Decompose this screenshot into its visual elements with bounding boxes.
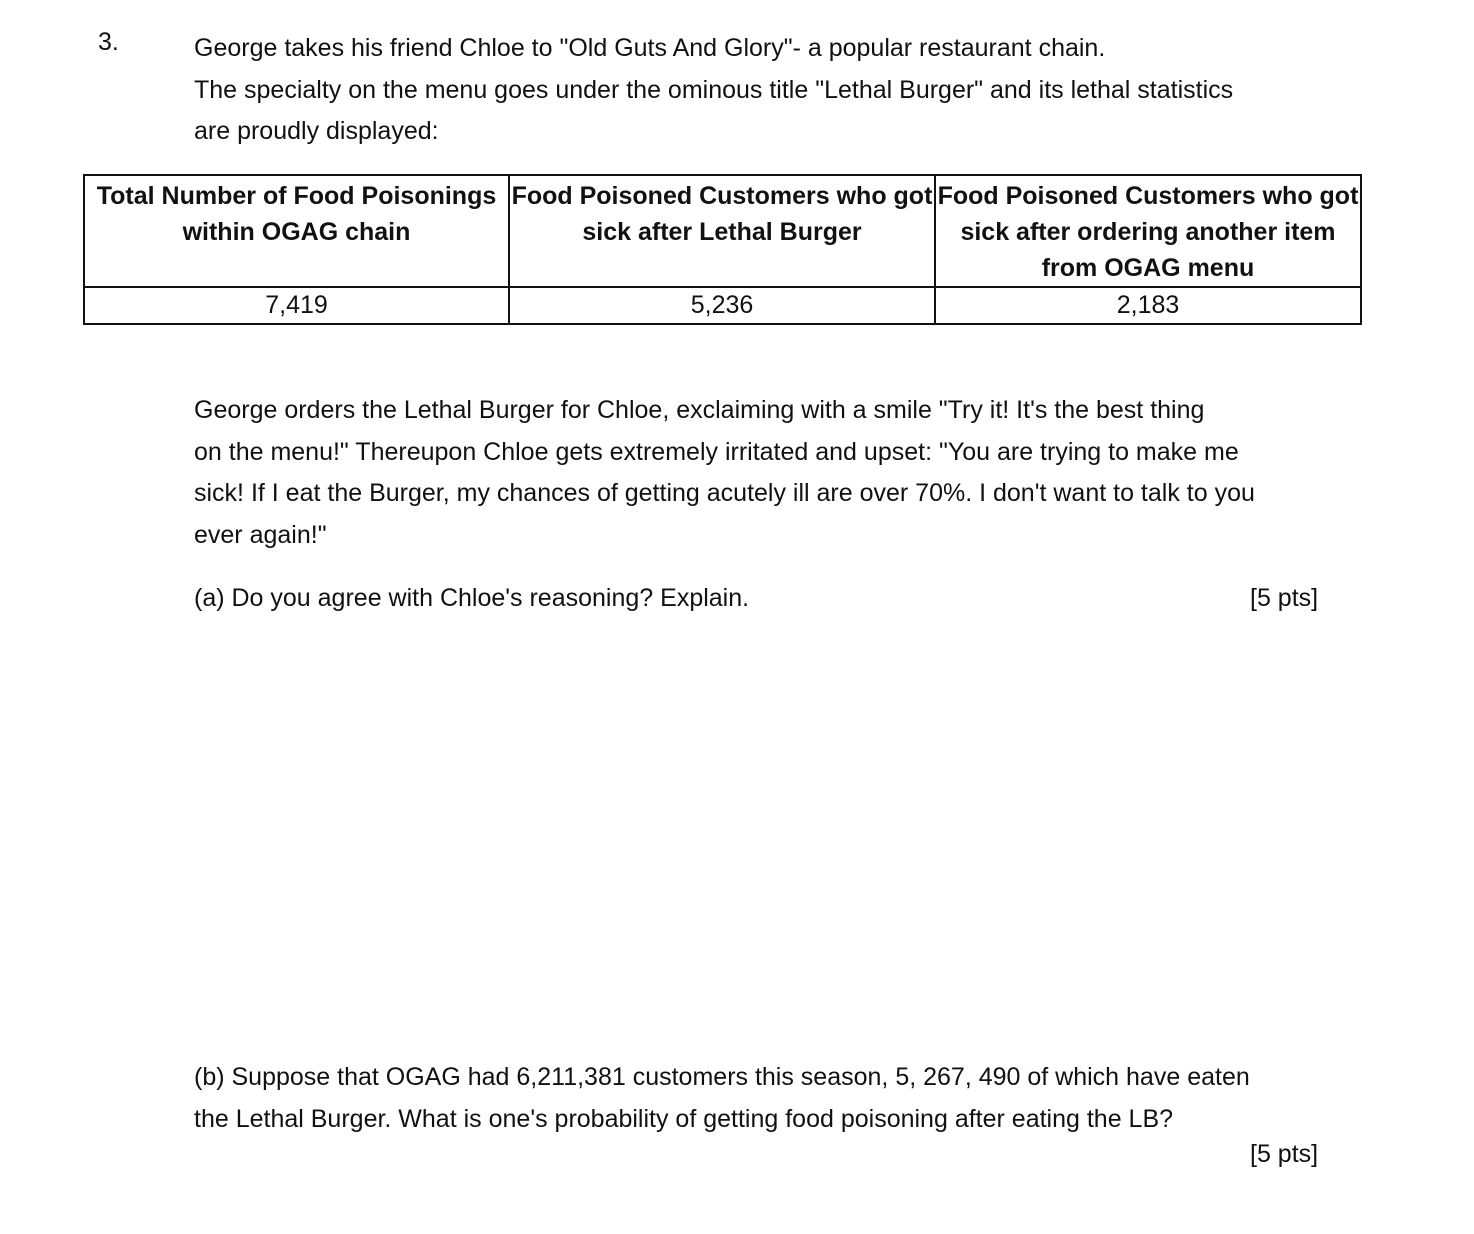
part-b-line: the Lethal Burger. What is one's probability of getting food poisoning after eating the LB? <box>194 1104 1174 1133</box>
story-line: sick! If I eat the Burger, my chances of getting acutely ill are over 70%. I don't want to talk to you <box>194 479 1255 507</box>
intro-line: The specialty on the menu goes under the ominous title "Lethal Burger" and its lethal statistics <box>194 75 1234 104</box>
question-intro <box>194 28 1233 153</box>
part-a-points: [5 pts] <box>1250 584 1319 612</box>
header-other-item-poisonings: Food Poisoned Customers who got sick after ordering another item from OGAG menu <box>935 175 1361 287</box>
value-other-item-poisonings: 2,183 <box>935 287 1361 324</box>
part-b-points: [5 pts] <box>1250 1140 1319 1168</box>
intro-line: George takes his friend Chloe to "Old Guts And Glory"- a popular restaurant chain. <box>194 34 1106 62</box>
value-lethal-burger-poisonings: 5,236 <box>509 287 935 324</box>
table-row <box>84 287 1361 324</box>
intro-line: are proudly displayed: <box>194 117 439 145</box>
question-number: 3. <box>98 28 119 56</box>
part-b-line: (b) Suppose that OGAG had 6,211,381 customers this season, 5, 267, 490 of which have eaten <box>194 1063 1250 1091</box>
statistics-table <box>83 174 1362 325</box>
part-a-question: (a) Do you agree with Chloe's reasoning? Explain. <box>194 584 750 612</box>
story-line: George orders the Lethal Burger for Chloe, exclaiming with a smile "Try it! It's the best thing <box>194 396 1205 424</box>
part-b-question <box>194 1057 1250 1140</box>
table-header-row <box>84 175 1361 287</box>
story-line: on the menu!" Thereupon Chloe gets extremely irritated and upset: "You are trying to make me <box>194 437 1239 466</box>
header-total-poisonings: Total Number of Food Poisonings within OGAG chain <box>84 175 509 287</box>
header-lethal-burger-poisonings: Food Poisoned Customers who got sick after Lethal Burger <box>509 175 935 287</box>
story-paragraph <box>194 390 1255 556</box>
story-line: ever again!" <box>194 520 327 549</box>
value-total-poisonings: 7,419 <box>84 287 509 324</box>
